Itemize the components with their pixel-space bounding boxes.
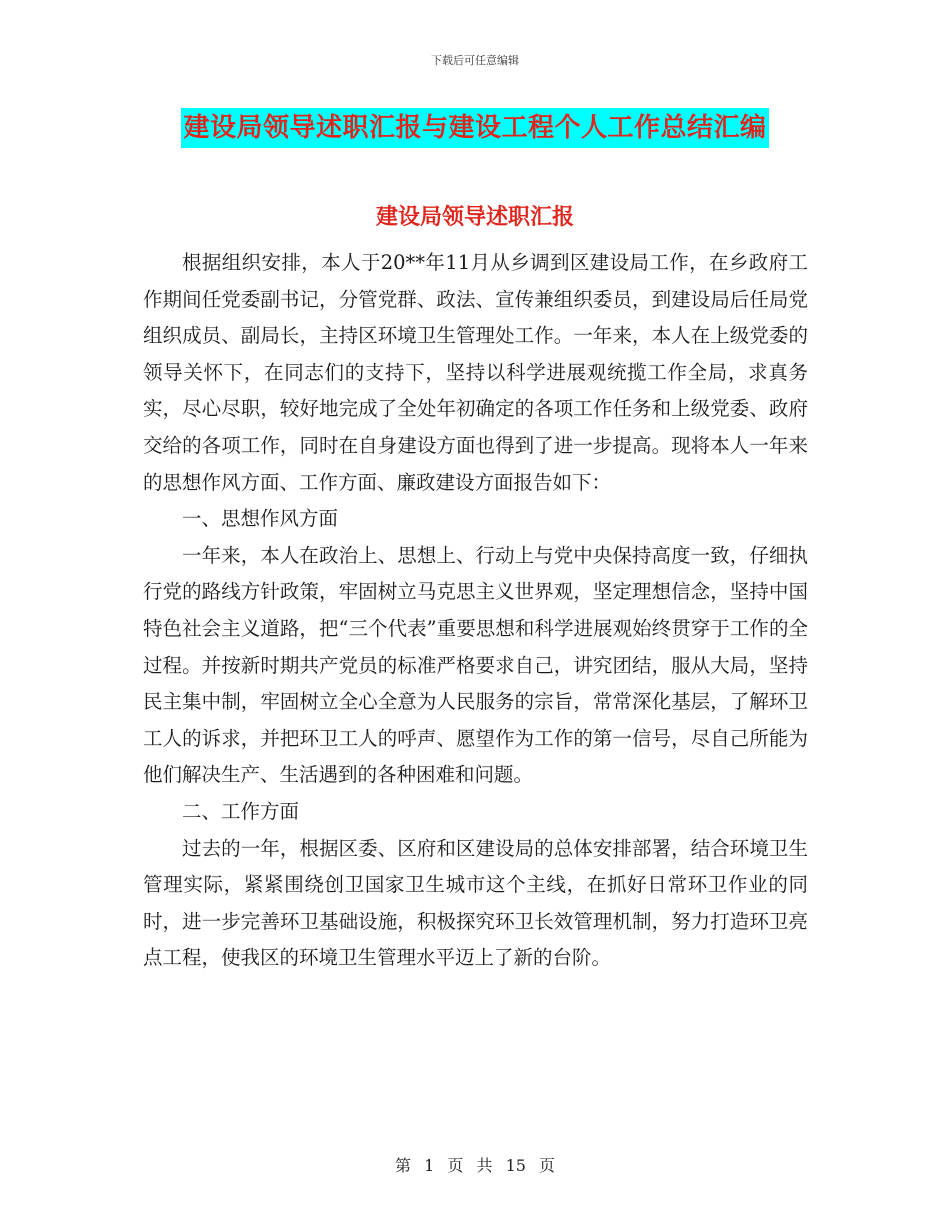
footer-page-number: 1 [424, 1156, 435, 1175]
footer-prefix: 第 [394, 1156, 411, 1175]
paragraph-work: 过去的一年，根据区委、区府和区建设局的总体安排部署，结合环境卫生管理实际，紧紧围绕创卫国家卫生城市这个主线，在抓好日常环卫作业的同时，进一步完善环卫基础设施，积极探究环卫长效管理机制，努力打造环卫亮点工程，使我区的环境卫生管理水平迈上了新的台阶。 [143, 836, 808, 970]
paragraph-intro: 根据组织安排，本人于20**年11月从乡调到区建设局工作，在乡政府工作期间任党委副书记，分管党群、政法、宣传兼组织委员，到建设局后任局党组织成员、副局长，主持区环境卫生管理处工作。一年来，本人在上级党委的领导关怀下，在同志们的支持下，坚持以科学进展观统揽工作全局，求真务实，尽心尽职，较好地完成了全处年初确定的各项工作任务和上级党委、政府交给的各项工作，同时在自身建设方面也得到了进一步提高。现将本人一年来的思想作风方面、工作方面、廉政建设方面报告如下： [143, 251, 808, 494]
section-title: 建设局领导述职汇报 [375, 205, 574, 230]
main-title: 建设局领导述职汇报与建设工程个人工作总结汇编 [181, 108, 768, 148]
heading-work: 二、工作方面 [182, 799, 300, 823]
footer-middle1: 页 [447, 1156, 464, 1175]
footer-middle2: 共 [476, 1156, 493, 1175]
footer-suffix: 页 [539, 1156, 556, 1175]
body-text [143, 245, 808, 977]
page-footer [0, 1153, 950, 1176]
main-title-wrap [0, 108, 950, 148]
heading-ideology: 一、思想作风方面 [182, 507, 339, 531]
footer-total-pages: 15 [505, 1156, 526, 1175]
header-note: 下载后可任意编辑 [431, 54, 519, 67]
paragraph-ideology: 一年来，本人在政治上、思想上、行动上与党中央保持高度一致，仔细执行党的路线方针政策，牢固树立马克思主义世界观，坚定理想信念，坚持中国特色社会主义道路，把“三个代表”重要思想和科学进展观始终贯穿于工作的全过程。并按新时期共产党员的标准严格要求自己，讲究团结，服从大局，坚持民主集中制，牢固树立全心全意为人民服务的宗旨，常常深化基层，了解环卫工人的诉求，并把环卫工人的呼声、愿望作为工作的第一信号，尽自己所能为他们解决生产、生活遇到的各种困难和问题。 [143, 543, 808, 787]
